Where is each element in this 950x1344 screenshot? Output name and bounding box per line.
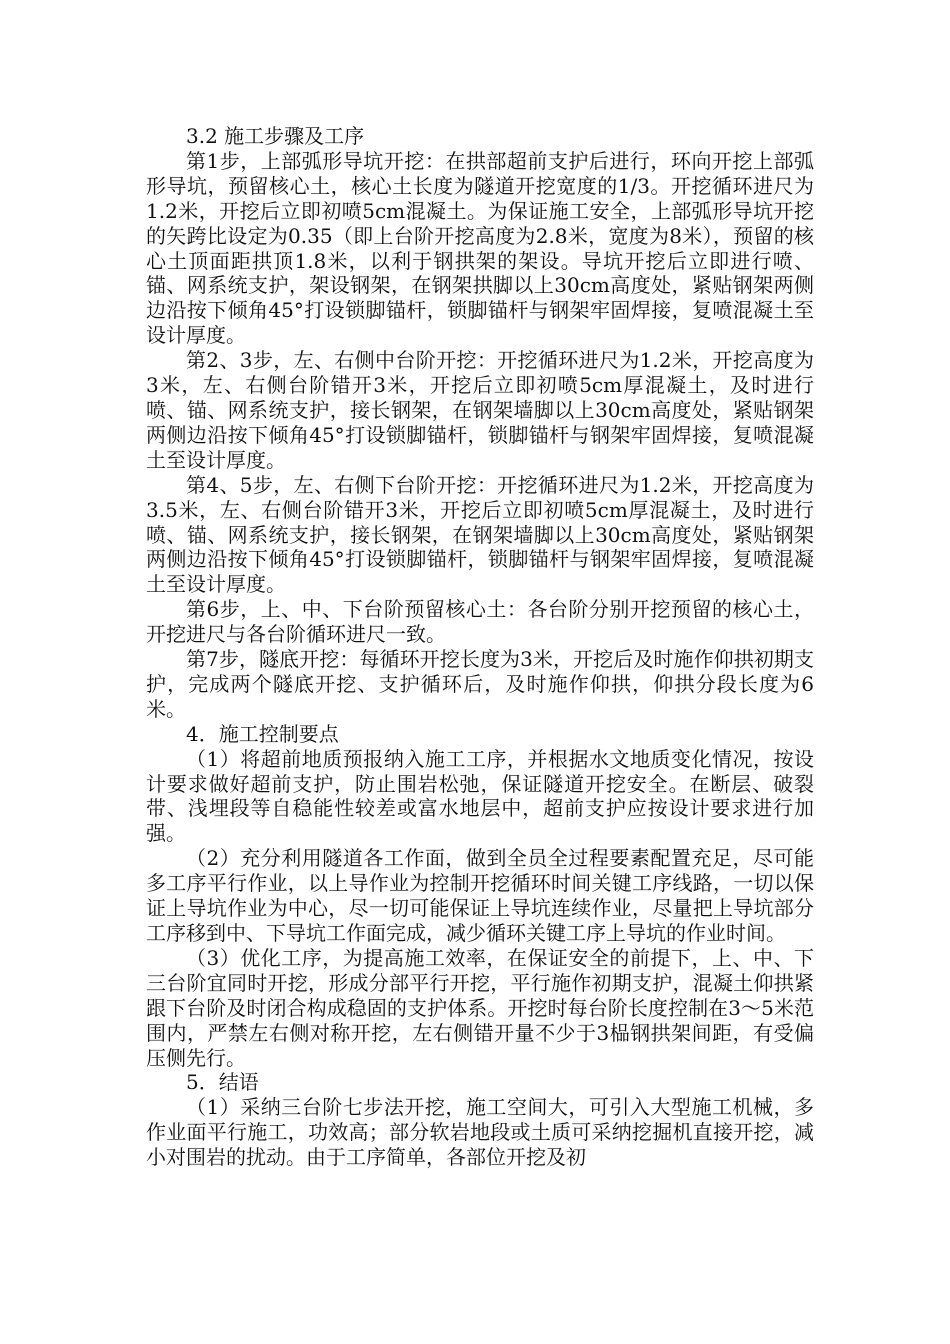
paragraph-control-3: （3）优化工序，为提高施工效率，在保证安全的前提下，上、中、下三台阶宜同时开挖，形成分部平行开挖，平行施作初期支护，混凝土仰拱紧跟下台阶及时闭合构成稳固的支护体系。开挖时每台阶长度控制在3～5米范围内，严禁左右侧对称开挖，左右侧错开量不少于3榀钢拱架间距，有受偏压侧先行。 — [146, 945, 814, 1070]
paragraph-step-2-3: 第2、3步，左、右侧中台阶开挖：开挖循环进尺为1.2米，开挖高度为3米，左、右侧台阶错开3米，开挖后立即初喷5cm厚混凝土，及时进行喷、锚、网系统支护，接长钢架，在钢架墙脚以上30cm高度处，紧贴钢架两侧边沿按下倾角45°打设锁脚锚杆，锁脚锚杆与钢架牢固焊接，复喷混凝土至设计厚度。 — [146, 348, 814, 472]
section-heading-3-2: 3.2 施工步骤及工序 — [186, 124, 365, 148]
paragraph-step-6: 第6步，上、中、下台阶预留核心土：各台阶分别开挖预留的核心土，开挖进尺与各台阶循环进尺一致。 — [146, 597, 814, 647]
section-heading-5: 5．结语 — [186, 1070, 259, 1095]
document-body — [146, 124, 814, 1170]
paragraph-step-7: 第7步，隧底开挖：每循环开挖长度为3米，开挖后及时施作仰拱初期支护，完成两个隧底开挖、支护循环后，及时施作仰拱，仰拱分段长度为6米。 — [146, 647, 814, 721]
paragraph-conclusion-1: （1）采纳三台阶七步法开挖，施工空间大，可引入大型施工机械，多作业面平行施工，功效高；部分软岩地段或土质可采纳挖掘机直接开挖，减小对围岩的扰动。由于工序简单，各部位开挖及初 — [146, 1095, 814, 1170]
paragraph-control-2: （2）充分利用隧道各工作面，做到全员全过程要素配置充足，尽可能多工序平行作业，以上导作业为控制开挖循环时间关键工序线路，一切以保证上导坑作业为中心，尽一切可能保证上导坑连续作业，尽量把上导坑部分工序移到中、下导坑工作面完成，减少循环关键工序上导坑的作业时间。 — [146, 846, 814, 945]
section-heading-4: 4．施工控制要点 — [186, 721, 339, 746]
paragraph-step-4-5: 第4、5步，左、右侧下台阶开挖：开挖循环进尺为1.2米，开挖高度为3.5米，左、右侧台阶错开3米，开挖后立即初喷5cm厚混凝土，及时进行喷、锚、网系统支护，接长钢架，在钢架墙脚以上30cm高度处，紧贴钢架两侧边沿按下倾角45°打设锁脚锚杆，锁脚锚杆与钢架牢固焊接，复喷混凝土至设计厚度。 — [146, 472, 814, 597]
paragraph-step-1: 第1步，上部弧形导坑开挖：在拱部超前支护后进行，环向开挖上部弧形导坑，预留核心土，核心土长度为隧道开挖宽度的1/3。开挖循环进尺为1.2米，开挖后立即初喷5cm混凝土。为保证施工安全，上部弧形导坑开挖的矢跨比设定为0.35（即上台阶开挖高度为2.8米，宽度为8米），预留的核心土顶面距拱顶1.8米，以利于钢拱架的架设。导坑开挖后立即进行喷、锚、网系统支护，架设钢架，在钢架拱脚以上30cm高度处，紧贴钢架两侧边沿按下倾角45°打设锁脚锚杆，锁脚锚杆与钢架牢固焊接，复喷混凝土至设计厚度。 — [146, 148, 814, 348]
paragraph-control-1: （1）将超前地质预报纳入施工工序，并根据水文地质变化情况，按设计要求做好超前支护，防止围岩松弛，保证隧道开挖安全。在断层、破裂带、浅埋段等自稳能性较差或富水地层中，超前支护应按设计要求进行加强。 — [146, 746, 814, 846]
